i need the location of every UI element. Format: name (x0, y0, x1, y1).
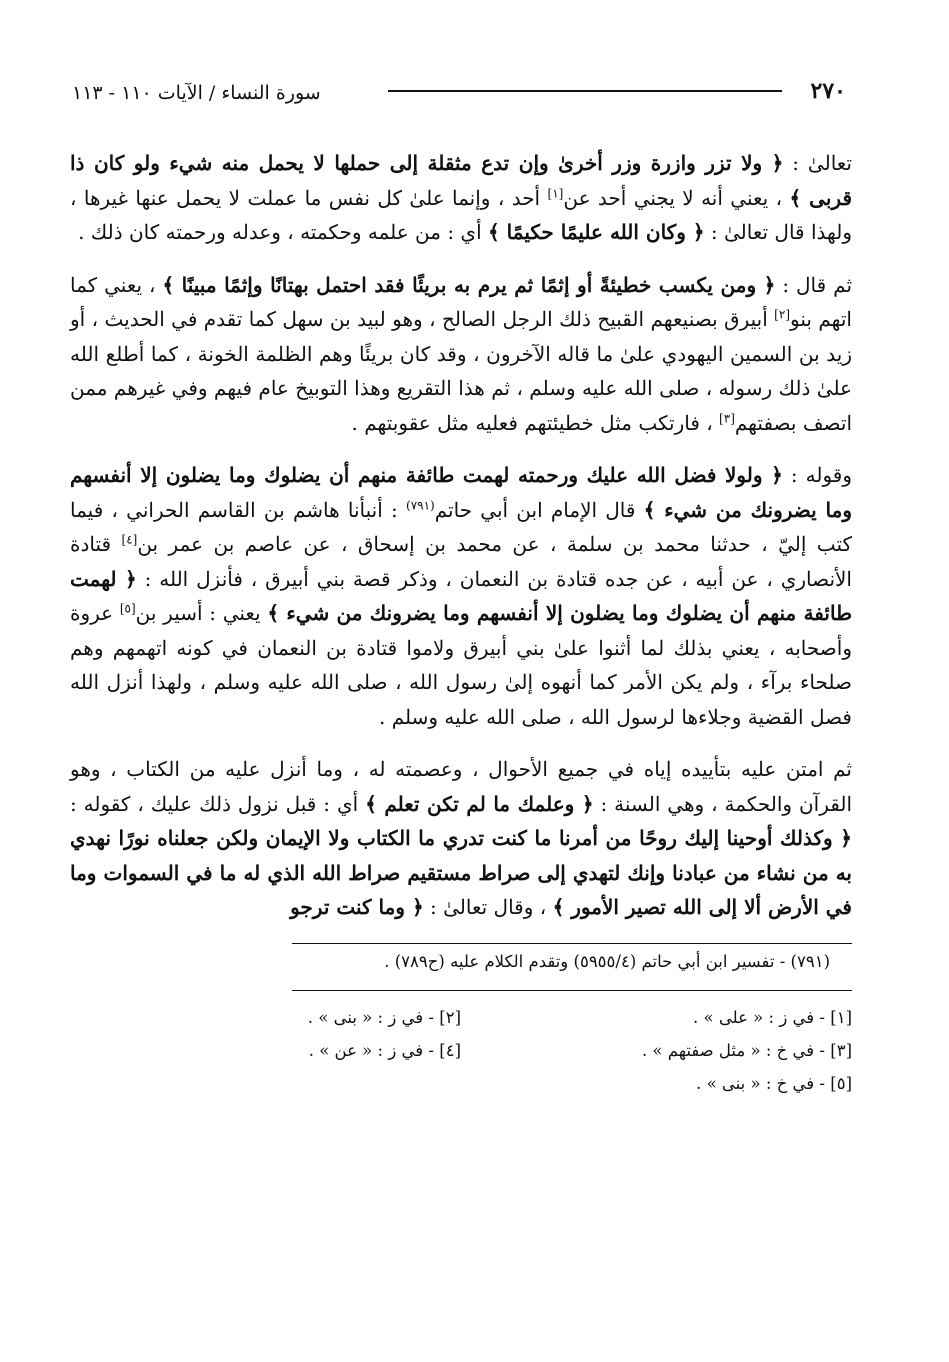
text-run: : أنبأنا هاشم بن القاسم الحراني ، فيما كتب إليّ ، حدثنا محمد بن سلمة ، عن محمد بن إسحاق ، عن عاصم بن عمر بن (70, 497, 852, 556)
note-marker: [٥] (119, 601, 136, 616)
text-run: ، وقال تعالىٰ : (423, 895, 553, 919)
running-title: سورة النساء / الآيات ١١٠ - ١١٣ (72, 82, 321, 104)
paragraph (70, 752, 852, 925)
text-run: قتادة الأنصاري ، عن أبيه ، عن جده قتادة بن النعمان ، وذكر قصة بني أبيرق ، فأنزل الله : (70, 532, 852, 591)
text-run: قال الإمام ابن أبي حاتم (434, 497, 644, 522)
text-run: عروة وأصحابه ، يعني بذلك لما أثنوا علىٰ بني أبيرق ولاموا قتادة بن النعمان في كونه اتهمهم وهم صلحاء برآء ، ولم يكن الأمر كما أنهوه إلىٰ رسول الله ، صلى الله عليه وسلم ، ولهذا أنزل الله فصل القضية وجلاءها لرسول الله ، صلى الله عليه وسلم . (70, 601, 852, 729)
variant-row (70, 1067, 852, 1100)
note-marker: [٤] (121, 532, 138, 547)
footnote-separator (292, 943, 852, 944)
note-marker: [٢] (774, 307, 790, 322)
book-page (70, 78, 852, 1100)
text-run: ثم قال : (775, 272, 853, 297)
quran-quote: ﴿ لهمت طائفة منهم أن يضلوك وما يضلون إلا أنفسهم وما يضرونك من شيء ﴾ (70, 566, 853, 625)
variant-note: [٤] - في ز : « عن » . (308, 1040, 461, 1060)
text-run: ، فارتكب مثل خطيئتهم فعليه مثل عقوبتهم . (351, 410, 720, 435)
header-rule (388, 90, 782, 92)
variants-separator (292, 990, 852, 991)
quran-quote: ﴿ وكان الله عليمًا حكيمًا ﴾ (487, 220, 705, 244)
text-run: ، يعني أنه لا يجني أحد عن (563, 185, 790, 210)
manuscript-variants (70, 1001, 852, 1100)
page-number: ٢٧٠ (810, 78, 846, 104)
variant-row (70, 1034, 852, 1067)
text-run: أي : قبل نزول ذلك عليك ، كقوله : (70, 791, 366, 816)
text-run: أي : من علمه وحكمته ، وعدله ورحمته كان ذلك . (78, 220, 488, 244)
paragraph (70, 146, 852, 250)
variant-row (70, 1001, 852, 1034)
text-run: يعني : أسير بن (135, 601, 268, 625)
text-run: ، يعني كما اتهم بنو (70, 272, 852, 331)
quran-quote: ﴿ وكذلك أوحينا إليك روحًا من أمرنا ما كنت تدري ما الكتاب ولا الإيمان ولكن جعلناه نورًا نهدي به من نشاء من عبادنا وإنك لتهدي إلى صراط مستقيم صراط الله الذي له ما في السموات وما في الأرض ألا إلى الله تصير الأمور ﴾ (70, 826, 852, 919)
body-text (70, 146, 852, 925)
variant-note: [٢] - في ز : « بنى » . (307, 1007, 461, 1027)
paragraph (70, 268, 852, 441)
text-run: تعالىٰ : (783, 151, 852, 175)
variant-note: [٥] - في خ : « بنى » . (696, 1073, 852, 1093)
footnote: (٧٩١) - تفسير ابن أبي حاتم (٥٩٥٥/٤) وتقدم الكلام عليه (ح٧٨٩) . (384, 951, 830, 971)
quran-quote: ﴿ ولا تزر وازرة وزر أخرىٰ وإن تدع مثقلة إلى حملها لا يحمل منه شيء ولو كان ذا قربى ﴾ (70, 151, 853, 210)
quran-quote: ﴿ ومن يكسب خطيئةً أو إثمًا ثم يرم به بريئًا فقد احتمل بهتانًا وإثمًا مبينًا ﴾ (162, 272, 776, 297)
text-run: وقوله : (782, 463, 852, 487)
quran-quote: ﴿ ولولا فضل الله عليك ورحمته لهمت طائفة منهم أن يضلوك وما يضلون إلا أنفسهم وما يضرونك من شيء ﴾ (70, 463, 852, 522)
paragraph (70, 458, 852, 734)
variant-note: [١] - في ز : « على » . (693, 1007, 852, 1027)
quran-quote: ﴿ وعلمك ما لم تكن تعلم ﴾ (365, 791, 594, 816)
note-marker: (٧٩١) (406, 497, 435, 512)
note-marker: [٣] (719, 410, 735, 425)
text-run: ثم امتن عليه بتأييده إياه في جميع الأحوال ، وعصمته له ، وما أنزل عليه من الكتاب ، وهو القرآن والحكمة ، وهي السنة : (70, 757, 853, 816)
page-header (70, 78, 852, 118)
variant-note: [٣] - في خ : « مثل صفتهم » . (641, 1040, 852, 1060)
text-run: أبيرق بصنيعهم القبيح ذلك الرجل الصالح ، وهو لبيد بن سهل كما تقدم في الحديث ، أو زيد بن السمين اليهودي علىٰ ما قاله الآخرون ، وقد كان بريئًا وهم الظلمة الخونة ، كما أطلع الله علىٰ ذلك رسوله ، صلى الله عليه وسلم ، ثم هذا التقريع وهذا التوبيخ عام فيهم وفي غيرهم ممن اتصف بصفتهم (70, 307, 852, 435)
quran-quote: ﴿ وما كنت ترجو (290, 895, 424, 919)
note-marker: [١] (547, 185, 564, 200)
text-run: أحد ، وإنما علىٰ كل نفس ما عملت لا يحمل عنها غيرها ، ولهذا قال تعالىٰ : (70, 185, 852, 244)
